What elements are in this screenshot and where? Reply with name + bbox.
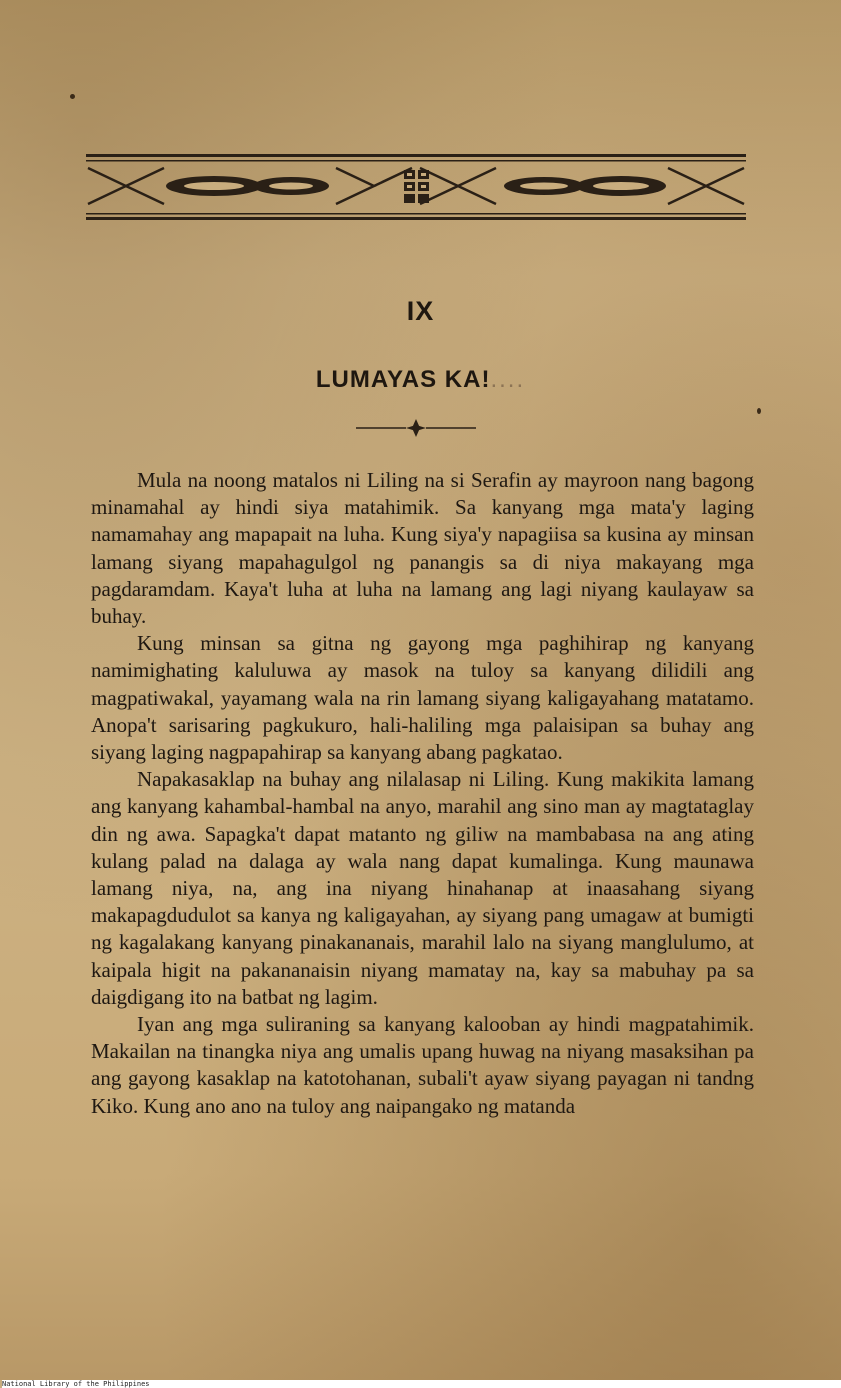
chapter-title (0, 366, 841, 394)
paragraph: Mula na noong matalos ni Liling na si Serafin ay mayroon nang bagong minamahal ay hindi siya matahimik. Sa kanyang mga mata'y laging namamahay ang mapapait na luha. Kung siya'y napagiisa sa kusina ay minsan lamang siyang mapahagulgol ng panangis sa di niya makayang mga pagdaramdam. Kaya't luha at luha na lamang ang lagi niyang kaulayaw sa buhay. (91, 468, 754, 629)
paragraph: Napakasaklap na buhay ang nilalasap ni Liling. Kung makikita lamang ang kanyang kahambal-hambal na anyo, marahil ang sino man ay magtataglay din ng awa. Sapagka't dapat matanto ng giliw na mambabasa na ang ating kulang palad na dalaga ay wala nang dapat kumalinga. Kung maunawa lamang niya, na, ang ina niyang hinahanap at inaasahang siyang makapagdudulot sa kanya ng kaligayahan, ay siyang pang umagaw at bumigti ng kagalakang kanyang pinakananais, marahil lalo na siyang manglulumo, at kaipala higit na pakananaisin niyang mamatay na, kay sa mabuhay pa sa daigdigang ito na batbat ng lagim. (91, 767, 754, 1009)
title-separator (356, 418, 476, 438)
ink-speck (70, 94, 75, 99)
library-footer: National Library of the Philippines (2, 1380, 841, 1388)
paragraph: Kung minsan sa gitna ng gayong mga paghihirap ng kanyang namimighating kaluluwa ay masok na tuloy sa kanyang dilidili ang magpatiwakal, yayamang wala na rin lamang siyang kaligayahang matatamo. Anopa't sarisaring pagkukuro, hali-haliling mga palaisipan sa buhay ang siyang laging nagpapahirap sa kanyang abang pagkatao. (91, 631, 754, 765)
ink-speck (757, 408, 761, 414)
paragraph: Iyan ang mga suliraning sa kanyang kalooban ay hindi magpatahimik. Makailan na tinangka niya ang umalis upang huwag na niyang masaksihan pa ang gayong kasaklap na katotohanan, subali't ayaw siyang payagan ni tandng Kiko. Kung ano ano na tuloy ang naipangako ng matanda (91, 1012, 754, 1118)
chapter-number: IX (406, 296, 435, 326)
decorative-header-border (86, 152, 746, 222)
chapter-body (91, 467, 754, 1120)
chapter-title-trail: .... (490, 366, 526, 393)
chapter-title-text: LUMAYAS KA! (315, 366, 491, 393)
